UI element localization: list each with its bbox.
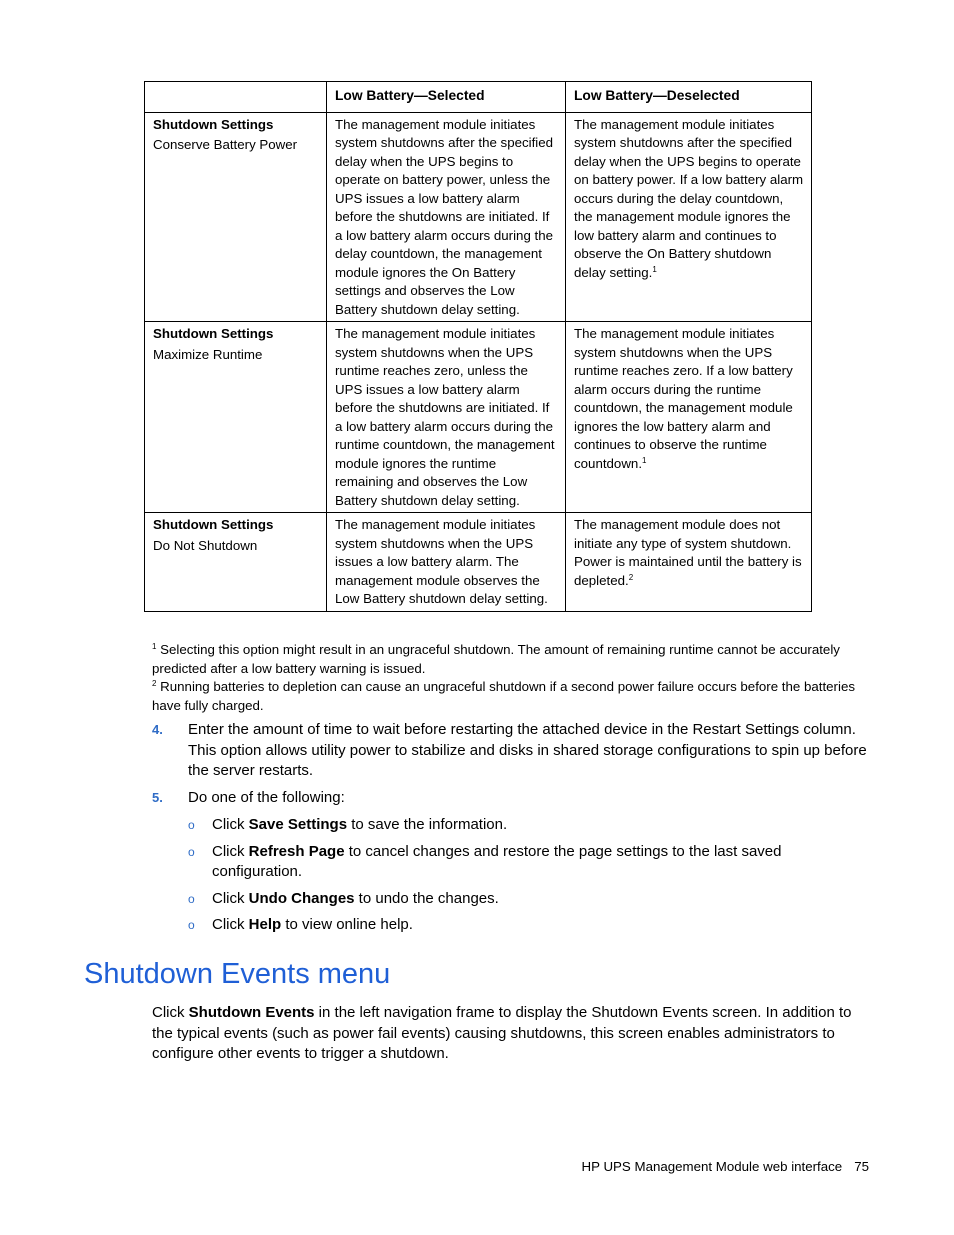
- step-number: 5.: [152, 789, 163, 805]
- intro-text: Click: [152, 1004, 189, 1021]
- row-subtitle: Maximize Runtime: [153, 346, 263, 362]
- page-footer: [582, 1158, 869, 1176]
- step-4: [152, 720, 872, 782]
- section-intro: [152, 1003, 864, 1065]
- deselected-text: The management module initiates system shutdowns when the UPS runtime reaches zero. If a low battery alarm occurs during the runtime countdown, the management module ignores the low battery alarm and continues to observe the runtime countdown.: [574, 326, 793, 471]
- item-text: Click: [212, 842, 249, 860]
- footnote-text: Selecting this option might result in an ungraceful shutdown. The amount of remaining runtime cannot be accurately predicted after a low battery warning is issued.: [152, 642, 840, 676]
- item-text: Click: [212, 889, 249, 907]
- bullet-icon: o: [188, 891, 195, 906]
- footnote-mark: 1: [152, 642, 157, 651]
- undo-changes-label: Undo Changes: [248, 889, 355, 907]
- footnote-text: Running batteries to depletion can cause an ungraceful shutdown if a second power failure occurs before the batteries have fully charged.: [152, 679, 855, 713]
- item-text: to save the information.: [347, 816, 508, 833]
- footnote-ref: 1: [642, 455, 647, 465]
- table-header-deselected: Low Battery—Deselected: [566, 82, 812, 113]
- item-text: Click: [212, 916, 249, 933]
- deselected-text: The management module does not initiate any type of system shutdown. Power is maintained until the battery is depleted.: [574, 517, 802, 588]
- intro-text: in the left navigation frame to display the Shutdown Events screen. In addition to the typical events (such as power fail events) causing shutdowns, this screen enables administrators to configure other events to trigger a shutdown.: [152, 1004, 852, 1062]
- row-header-cell: [145, 322, 327, 513]
- bullet-icon: o: [188, 818, 195, 832]
- item-text: to cancel changes and restore the page settings to the last saved configuration.: [212, 842, 782, 880]
- row-title: Shutdown Settings: [153, 326, 274, 341]
- help-label: Help: [248, 916, 282, 933]
- row-header-cell: [145, 513, 327, 612]
- selected-cell: The management module initiates system shutdowns when the UPS runtime reaches zero, unless the UPS issues a low battery alarm before the shutdowns are initiated. If a low battery alarm occurs during the runtime countdown, the management module ignores the runtime remaining and observes the Low Battery shutdown delay setting.: [327, 322, 566, 513]
- step-text: Enter the amount of time to wait before restarting the attached device in the Restart Settings column. This option allows utility power to stabilize and disks in shared storage configurations to spin up before the server restarts.: [188, 721, 867, 779]
- table-row: [145, 322, 812, 513]
- row-subtitle: Do Not Shutdown: [153, 537, 258, 553]
- step-5: [152, 788, 872, 936]
- footnote-ref: 1: [652, 264, 657, 274]
- list-item: [188, 842, 872, 883]
- table-header-empty: [145, 82, 327, 113]
- table-header-selected: Low Battery—Selected: [327, 82, 566, 113]
- footnote: [152, 678, 872, 715]
- list-item: [188, 915, 872, 936]
- section-title: Shutdown Events menu: [84, 958, 391, 990]
- low-battery-settings-table: [144, 81, 812, 612]
- footnote-ref: 2: [628, 572, 634, 582]
- step-text: Do one of the following:: [188, 788, 345, 806]
- bullet-icon: o: [188, 844, 195, 859]
- selected-cell: The management module initiates system shutdowns when the UPS issues a low battery alarm. The management module observes the Low Battery shutdown delay setting.: [327, 513, 566, 612]
- row-title: Shutdown Settings: [153, 116, 274, 132]
- save-settings-label: Save Settings: [248, 816, 348, 833]
- deselected-cell: [566, 112, 812, 322]
- table-header-row: [145, 82, 812, 113]
- list-item: [188, 889, 872, 910]
- row-subtitle: Conserve Battery Power: [153, 137, 298, 152]
- table-row: [145, 112, 812, 322]
- selected-cell: The management module initiates system shutdowns after the specified delay when the UPS begins to operate on battery power, unless the UPS issues a low battery alarm before the shutdowns are initiated. If a low battery alarm occurs during the delay countdown, the management module ignores the On Battery settings and observes the Low Battery shutdown delay setting.: [327, 112, 566, 322]
- option-list: [188, 815, 872, 936]
- step-number: 4.: [152, 722, 163, 737]
- procedure-steps: [152, 720, 872, 942]
- refresh-page-label: Refresh Page: [248, 842, 345, 860]
- table-row: [145, 513, 812, 612]
- table-footnotes: [152, 641, 872, 715]
- item-text: to view online help.: [281, 916, 413, 933]
- bullet-icon: o: [188, 918, 195, 932]
- deselected-cell: [566, 322, 812, 513]
- footer-title: HP UPS Management Module web interface: [581, 1159, 843, 1174]
- page-number: 75: [854, 1159, 869, 1174]
- item-text: Click: [212, 816, 249, 833]
- deselected-text: The management module initiates system shutdowns after the specified delay when the UPS begins to operate on battery power. If a low battery alarm occurs during the delay countdown, the management module ignores the low battery alarm and continues to observe the On Battery shutdown delay setting.: [574, 116, 804, 280]
- deselected-cell: [566, 513, 812, 612]
- shutdown-events-label: Shutdown Events: [188, 1004, 315, 1021]
- row-header-cell: [145, 112, 327, 322]
- footnote: [152, 641, 872, 678]
- list-item: [188, 815, 872, 836]
- row-title: Shutdown Settings: [153, 517, 274, 532]
- footnote-mark: 2: [152, 679, 157, 688]
- item-text: to undo the changes.: [354, 889, 499, 907]
